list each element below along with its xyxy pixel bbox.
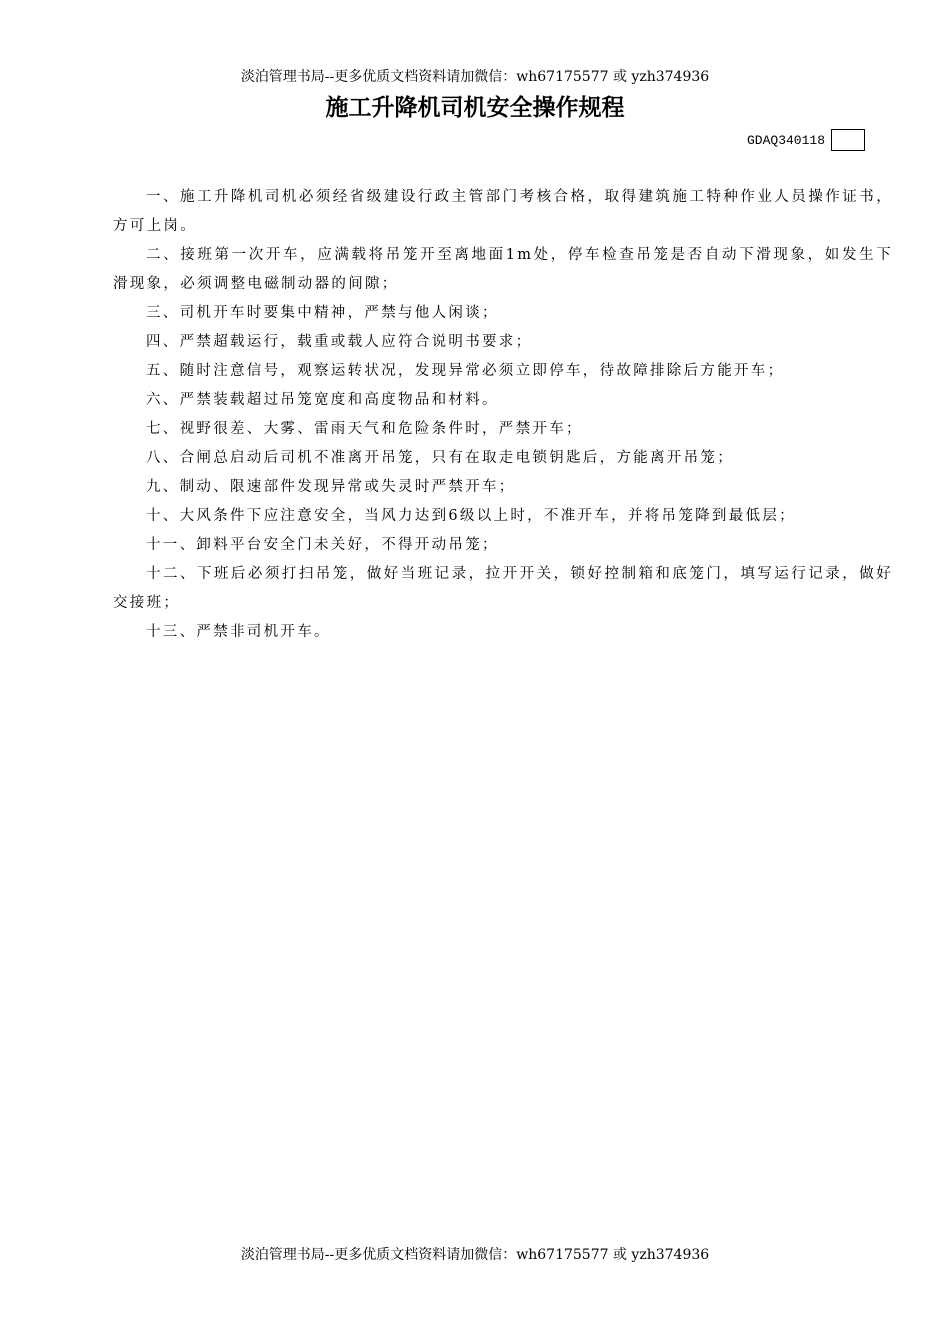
code-box: [831, 129, 865, 151]
rule-item: 一、施工升降机司机必须经省级建设行政主管部门考核合格，取得建筑施工特种作业人员操作证书，方可上岗。: [113, 189, 893, 234]
rule-item: 十三、严禁非司机开车。: [146, 624, 331, 640]
rule-item: 十二、下班后必须打扫吊笼，做好当班记录，拉开开关，锁好控制箱和底笼门，填写运行记录，做好交接班；: [113, 566, 893, 611]
rule-item: 十、大风条件下应注意安全，当风力达到6级以上时，不准开车，并将吊笼降到最低层；: [146, 508, 796, 524]
rules-list: [113, 183, 893, 647]
page-footer: 淡泊管理书局--更多优质文档资料请加微信：wh67175577 或 yzh374936: [240, 1247, 710, 1263]
document-code-text: GDAQ340118: [746, 132, 825, 148]
rule-item: 七、视野很差、大雾、雷雨天气和危险条件时，严禁开车；: [146, 421, 583, 437]
document-code: [747, 129, 865, 151]
rule-item: 九、制动、限速部件发现异常或失灵时严禁开车；: [146, 479, 516, 495]
rule-item: 八、合闸总启动后司机不准离开吊笼，只有在取走电锁钥匙后，方能离开吊笼；: [146, 450, 734, 466]
rule-item: 六、严禁装载超过吊笼宽度和高度物品和材料。: [146, 392, 499, 408]
rule-item: 三、司机开车时要集中精神，严禁与他人闲谈；: [146, 305, 499, 321]
page-header: 淡泊管理书局--更多优质文档资料请加微信：wh67175577 或 yzh374936: [240, 69, 710, 85]
document-title: 施工升降机司机安全操作规程: [325, 95, 625, 121]
rule-item: 二、接班第一次开车，应满载将吊笼开至离地面1m处，停车检查吊笼是否自动下滑现象，如发生下滑现象，必须调整电磁制动器的间隙；: [113, 247, 893, 292]
rule-item: 十一、卸料平台安全门未关好，不得开动吊笼；: [146, 537, 499, 553]
rule-item: 五、随时注意信号，观察运转状况，发现异常必须立即停车，待故障排除后方能开车；: [146, 363, 785, 379]
rule-item: 四、严禁超载运行，载重或载人应符合说明书要求；: [146, 334, 533, 350]
